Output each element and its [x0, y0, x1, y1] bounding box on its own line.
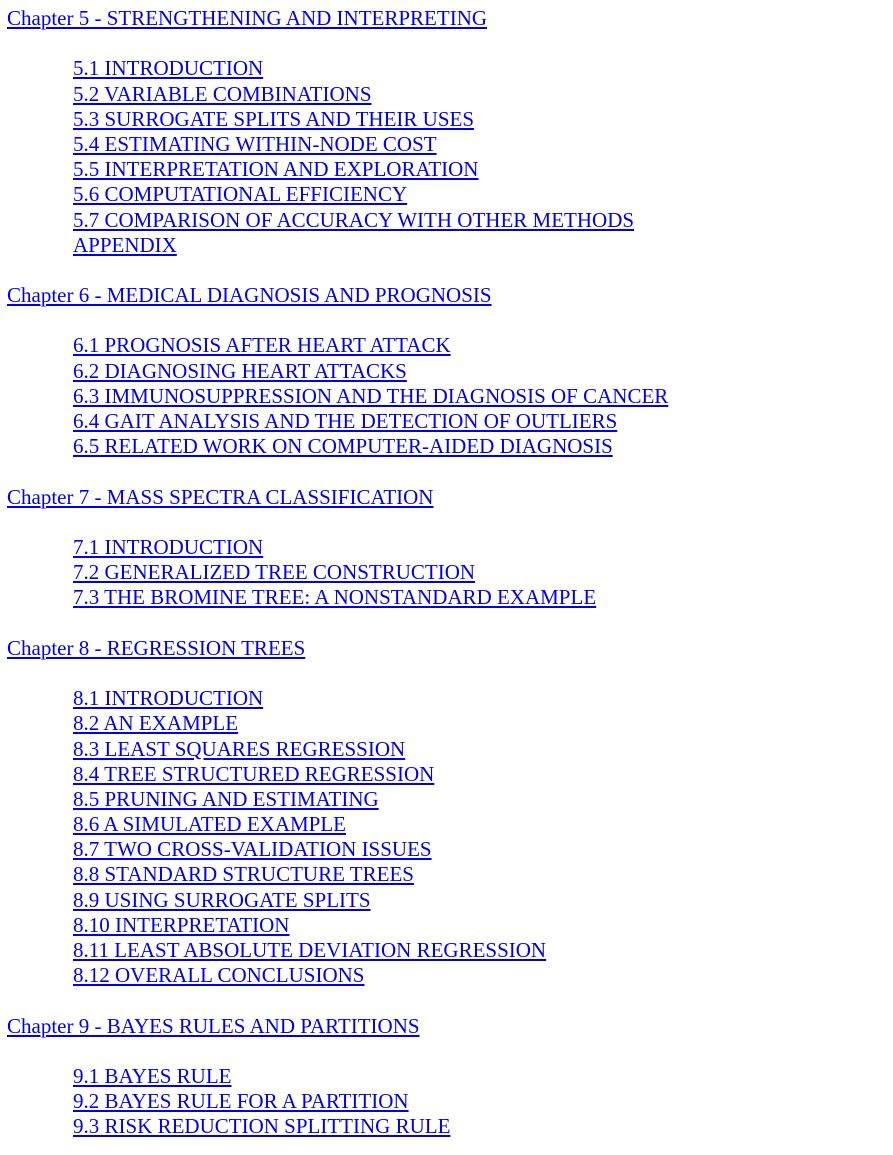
section-link[interactable]: 6.1 PROGNOSIS AFTER HEART ATTACK [73, 333, 451, 358]
list-item [73, 384, 893, 409]
section-link[interactable]: 8.5 PRUNING AND ESTIMATING [73, 786, 379, 811]
section-link[interactable]: 8.1 INTRODUCTION [73, 686, 264, 711]
section-link[interactable]: 5.7 COMPARISON OF ACCURACY WITH OTHER METHODS [73, 207, 635, 232]
section-link[interactable]: 9.2 BAYES RULE FOR A PARTITION [73, 1089, 409, 1114]
list-item [73, 359, 893, 384]
list-item [73, 208, 893, 233]
list-item [73, 560, 893, 585]
list-item [73, 963, 893, 988]
section-link[interactable]: 7.1 INTRODUCTION [73, 534, 264, 559]
section-link[interactable]: 8.3 LEAST SQUARES REGRESSION [73, 736, 406, 761]
chapter-link[interactable]: Chapter 7 - MASS SPECTRA CLASSIFICATION [7, 484, 434, 509]
section-link[interactable]: 5.4 ESTIMATING WITHIN-NODE COST [73, 131, 437, 156]
section-link[interactable]: 5.2 VARIABLE COMBINATIONS [73, 81, 372, 106]
list-item [73, 56, 893, 81]
section-link[interactable]: 5.6 COMPUTATIONAL EFFICIENCY [73, 182, 408, 207]
section-link[interactable]: 6.3 IMMUNOSUPPRESSION AND THE DIAGNOSIS OF CANCER [73, 383, 669, 408]
list-item [73, 913, 893, 938]
section-link[interactable]: 7.3 THE BROMINE TREE: A NONSTANDARD EXAMPLE [73, 585, 597, 610]
list-item [73, 1064, 893, 1089]
list-item [73, 233, 893, 258]
section-list [0, 535, 893, 611]
section-link[interactable]: 5.5 INTERPRETATION AND EXPLORATION [73, 157, 479, 182]
section-link[interactable]: 8.6 A SIMULATED EXAMPLE [73, 812, 347, 837]
section-link[interactable]: 8.2 AN EXAMPLE [73, 711, 239, 736]
section-link[interactable]: 8.8 STANDARD STRUCTURE TREES [73, 862, 414, 887]
chapter-link[interactable]: Chapter 9 - BAYES RULES AND PARTITIONS [7, 1013, 420, 1038]
chapter-block [0, 485, 893, 611]
list-item [73, 157, 893, 182]
section-link[interactable]: 8.12 OVERALL CONCLUSIONS [73, 963, 365, 988]
list-item [73, 711, 893, 736]
section-link[interactable]: 8.4 TREE STRUCTURED REGRESSION [73, 761, 435, 786]
section-link[interactable]: APPENDIX [73, 232, 177, 257]
section-link[interactable]: 9.1 BAYES RULE [73, 1063, 232, 1088]
section-link[interactable]: 5.1 INTRODUCTION [73, 56, 264, 81]
section-list [0, 333, 893, 459]
section-list [0, 56, 893, 258]
chapter-link[interactable]: Chapter 8 - REGRESSION TREES [7, 635, 306, 660]
list-item [73, 132, 893, 157]
section-link[interactable]: 6.5 RELATED WORK ON COMPUTER-AIDED DIAGNOSIS [73, 434, 613, 459]
list-item [73, 762, 893, 787]
list-item [73, 434, 893, 459]
list-item [73, 333, 893, 358]
section-link[interactable]: 6.4 GAIT ANALYSIS AND THE DETECTION OF OUTLIERS [73, 409, 618, 434]
section-link[interactable]: 6.2 DIAGNOSING HEART ATTACKS [73, 358, 407, 383]
list-item [73, 938, 893, 963]
section-link[interactable]: 8.11 LEAST ABSOLUTE DEVIATION REGRESSION [73, 938, 547, 962]
section-link[interactable]: 9.3 RISK REDUCTION SPLITTING RULE [73, 1114, 451, 1139]
chapter-link[interactable]: Chapter 5 - STRENGTHENING AND INTERPRETING [7, 6, 488, 30]
chapter-block [0, 283, 893, 459]
list-item [73, 107, 893, 132]
section-link[interactable]: 7.2 GENERALIZED TREE CONSTRUCTION [73, 560, 476, 585]
list-item [73, 82, 893, 107]
chapter-block [0, 1014, 893, 1140]
list-item [73, 837, 893, 862]
section-link[interactable]: 8.9 USING SURROGATE SPLITS [73, 887, 371, 912]
list-item [73, 686, 893, 711]
list-item [73, 787, 893, 812]
section-link[interactable]: 5.3 SURROGATE SPLITS AND THEIR USES [73, 106, 474, 131]
section-list [0, 686, 893, 988]
list-item [73, 888, 893, 913]
section-link[interactable]: 8.7 TWO CROSS-VALIDATION ISSUES [73, 837, 432, 862]
list-item [73, 1114, 893, 1139]
list-item [73, 737, 893, 762]
list-item [73, 182, 893, 207]
list-item [73, 409, 893, 434]
chapter-link[interactable]: Chapter 6 - MEDICAL DIAGNOSIS AND PROGNOSIS [7, 283, 492, 308]
list-item [73, 535, 893, 560]
list-item [73, 1089, 893, 1114]
section-link[interactable]: 8.10 INTERPRETATION [73, 912, 290, 937]
list-item [73, 585, 893, 610]
chapter-block [0, 636, 893, 989]
section-list [0, 1064, 893, 1140]
chapter-block [0, 6, 893, 258]
list-item [73, 812, 893, 837]
list-item [73, 862, 893, 887]
